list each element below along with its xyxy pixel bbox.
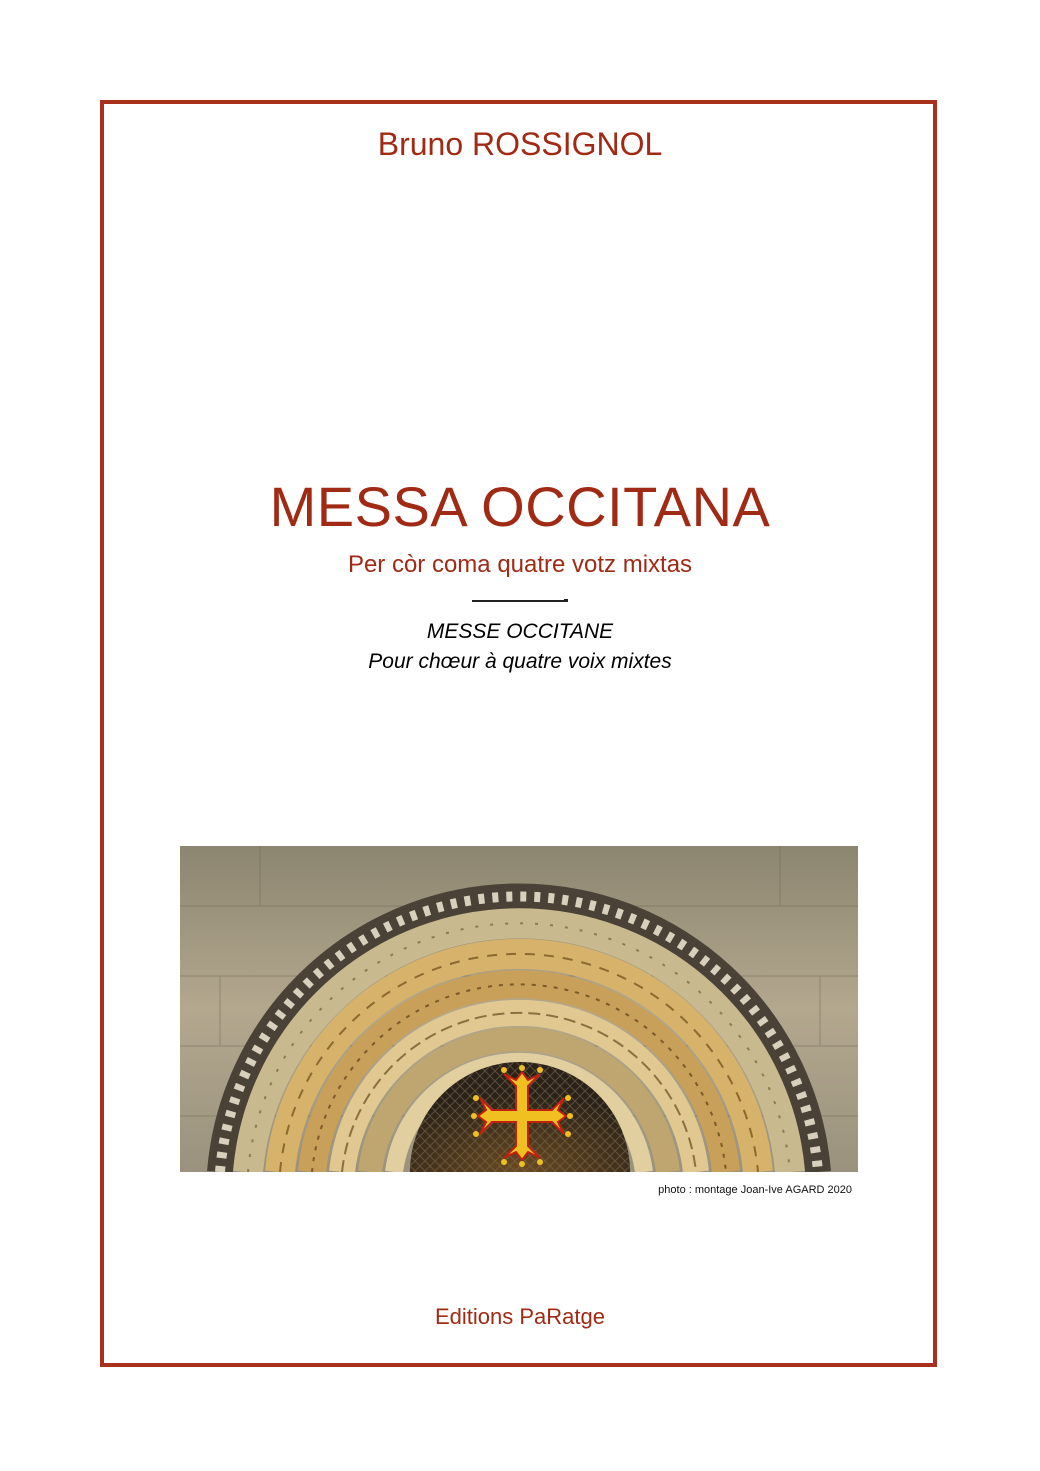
arch-photo-icon [180, 846, 858, 1172]
page-border [100, 100, 937, 1367]
work-subtitle: Per còr coma quatre votz mixtas [347, 551, 693, 578]
cover-photo [180, 846, 858, 1172]
work-title: MESSA OCCITANA [269, 475, 771, 538]
separator-line [472, 600, 564, 602]
photo-credit: photo : montage Joan-Ive AGARD 2020 [658, 1184, 852, 1196]
french-subtitle: Pour chœur à quatre voix mixtes [368, 650, 672, 673]
french-title: MESSE OCCITANE [426, 620, 614, 643]
publisher: Editions PaRatge [435, 1304, 605, 1329]
author-name: Bruno ROSSIGNOL [377, 126, 663, 162]
